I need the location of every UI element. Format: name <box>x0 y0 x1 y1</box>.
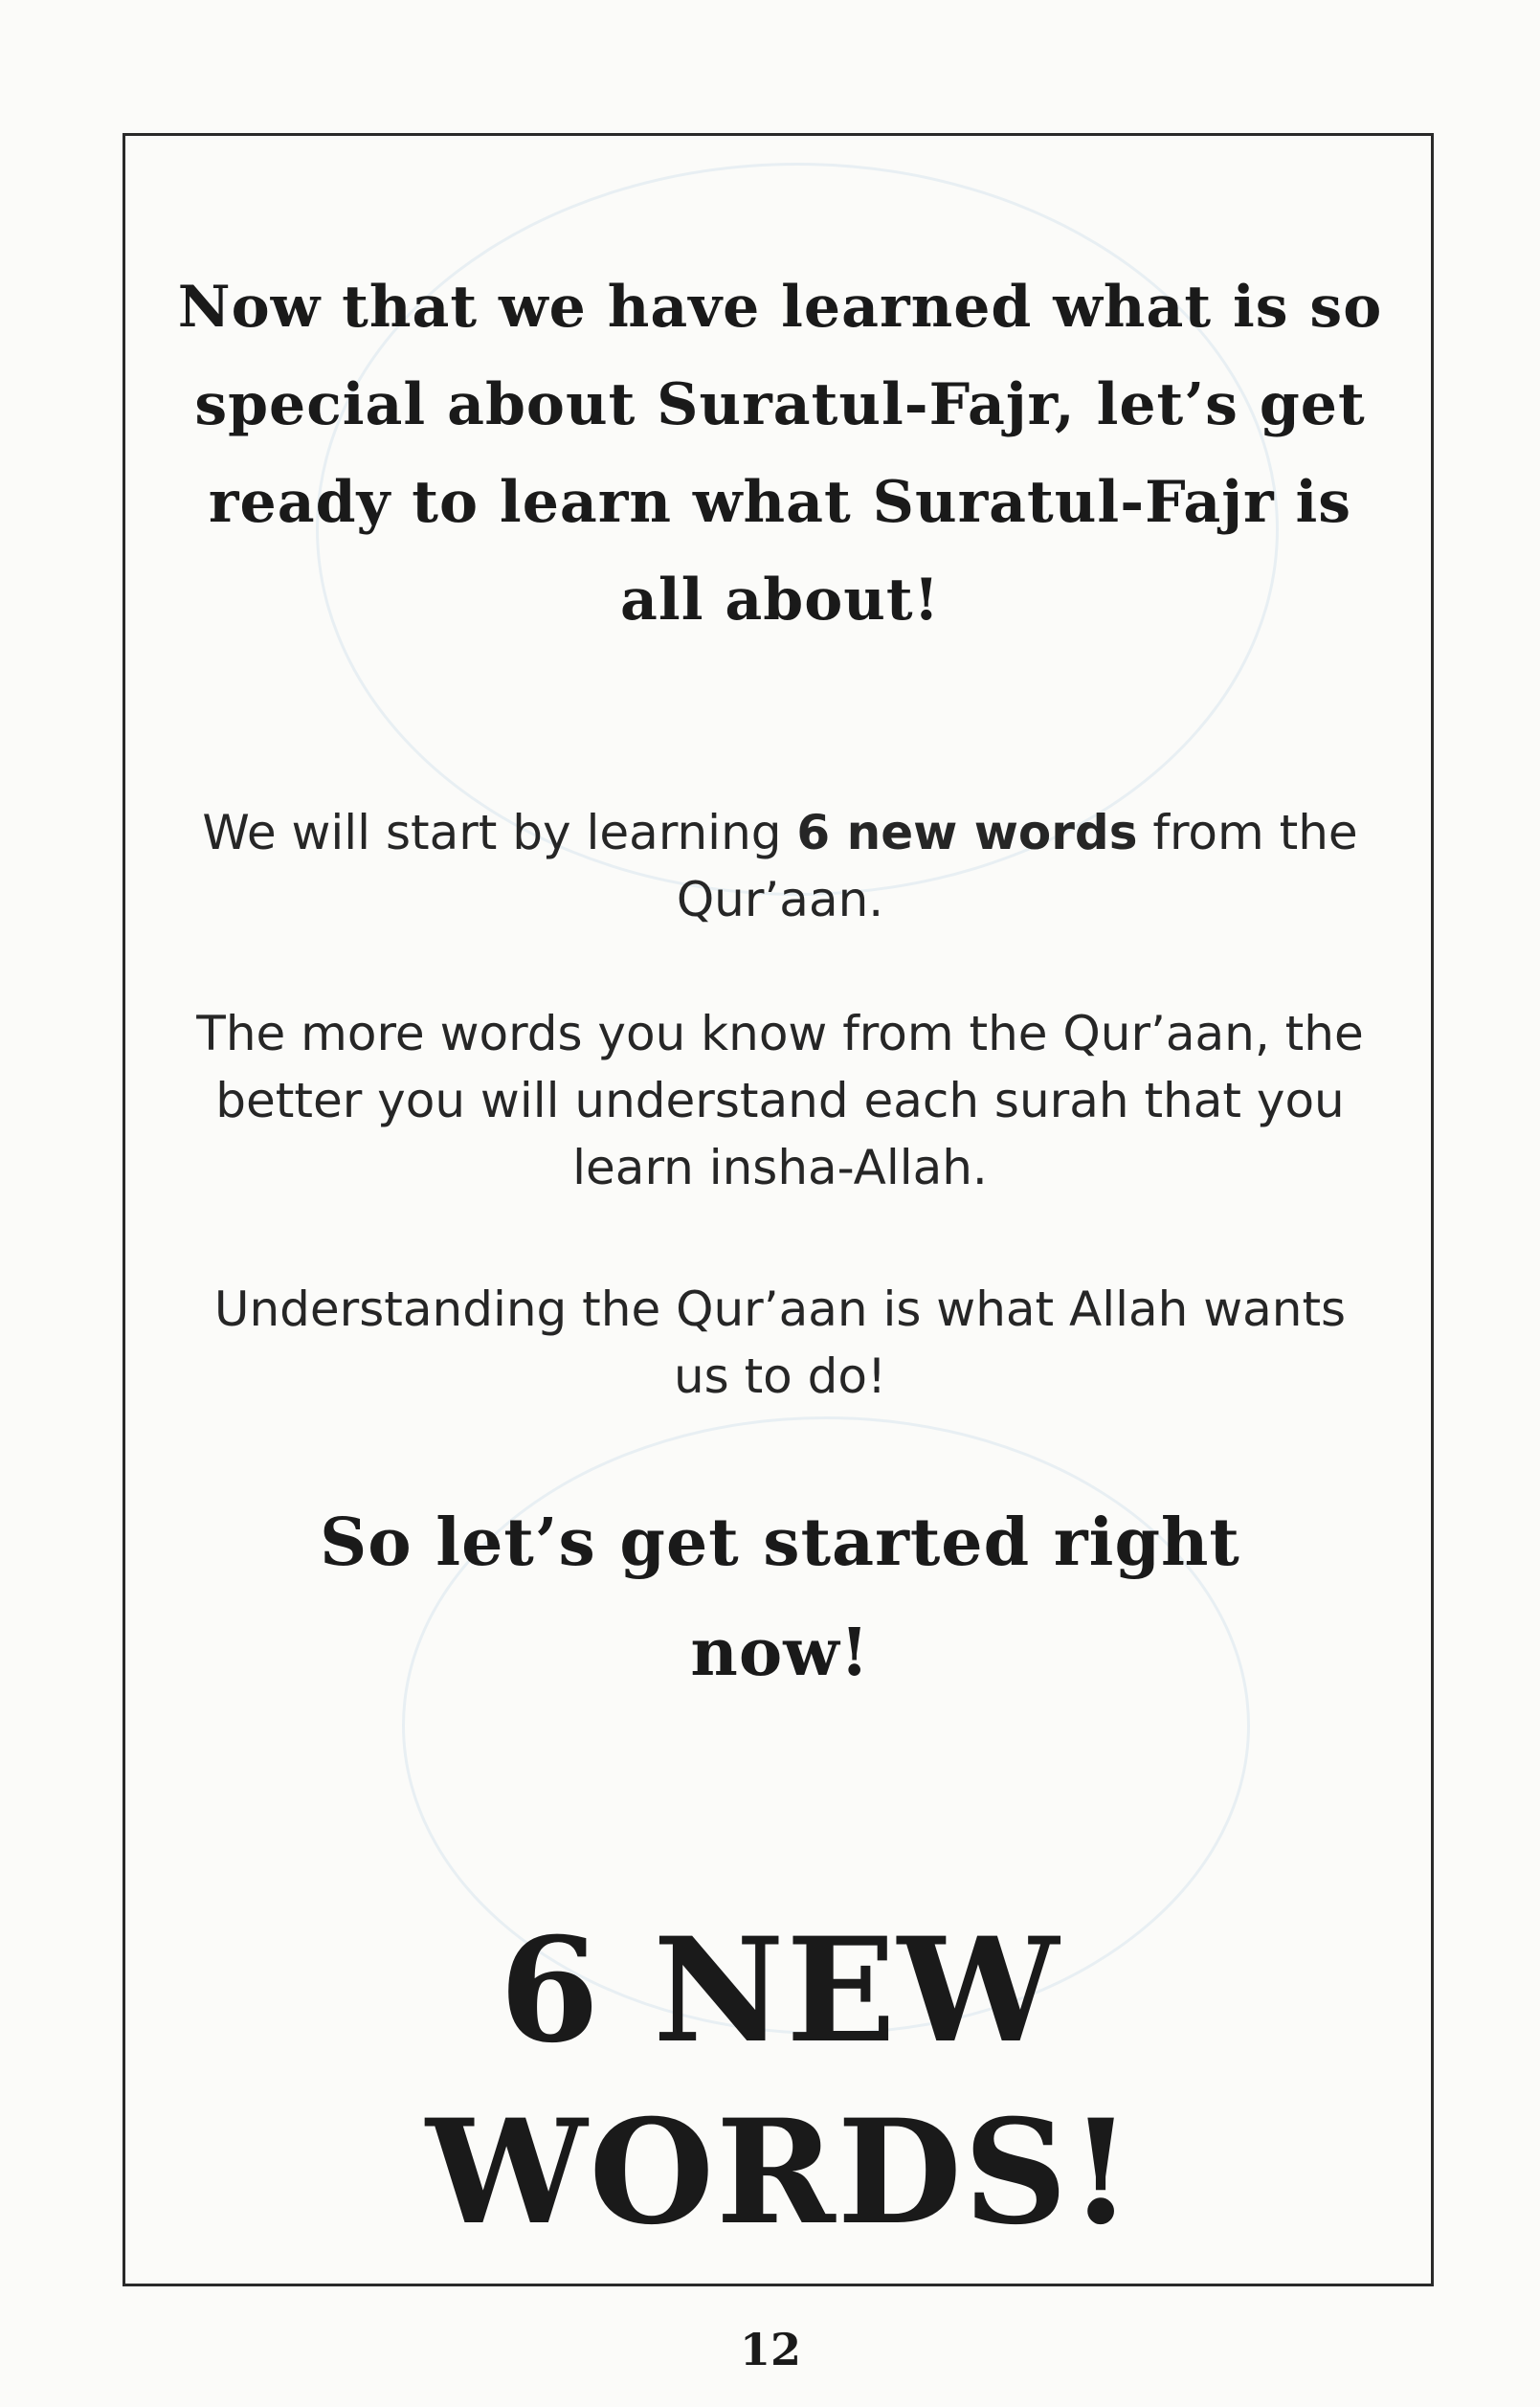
paragraph-start-learning <box>191 799 1369 933</box>
page-number: 12 <box>739 2324 801 2375</box>
paragraph-start-text: We will start by learning <box>202 805 797 860</box>
intro-heading: Now that we have learned what is so special about Suratul-Fajr, let’s get ready to learn what Suratul-Fajr is all about! <box>177 274 1383 634</box>
paragraph-understanding: Understanding the Qur’aan is what Allah wants us to do! <box>213 1282 1347 1404</box>
new-words-title: 6 NEW WORDS! <box>425 1906 1135 2257</box>
new-words-count: 6 new words <box>796 805 1138 860</box>
get-started-heading: So let’s get started right now! <box>320 1504 1240 1691</box>
paragraph-more-words: The more words you know from the Qur’aan, the better you will understand each surah that you learn insha-Allah. <box>196 1006 1364 1195</box>
paragraph-start-text-end: from the Qur’aan. <box>676 805 1358 927</box>
